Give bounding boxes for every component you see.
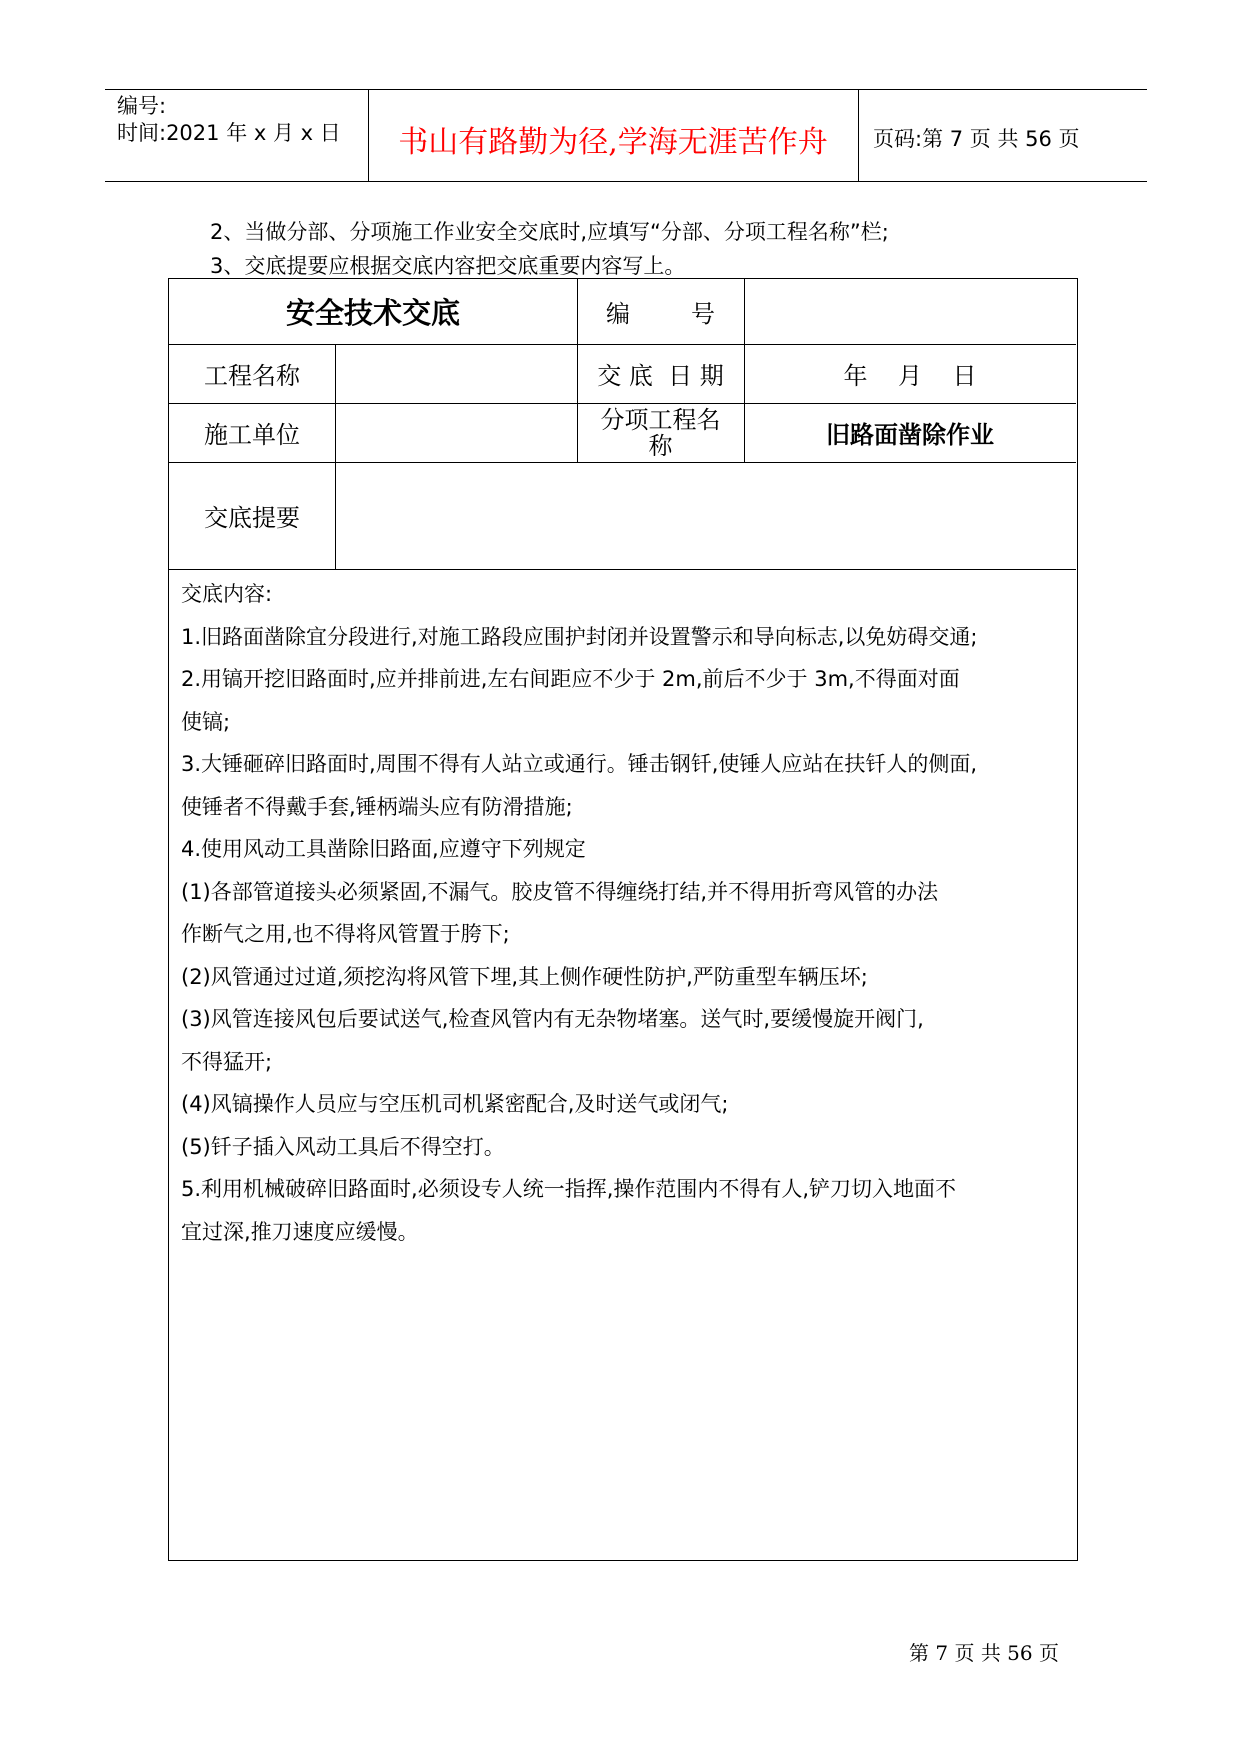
date-label: 交 底 日 期 [597,362,724,390]
content-line: 宜过深,推刀速度应缓慢。 [181,1219,419,1244]
content-line: 使锤者不得戴手套,锤柄端头应有防滑措施; [181,794,573,819]
footer-page-label: 第 7 页 共 56 页 [909,1641,1059,1665]
project-name-value [335,344,577,403]
construction-unit-value [335,403,577,462]
content-line: 交底内容: [181,582,273,606]
content-line: (2)风管通过过道,须挖沟将风管下埋,其上侧作硬性防护,严防重型车辆压坏; [181,964,868,989]
date-value: 年 月 日 [843,362,977,390]
summary-value [335,462,1076,569]
subitem-value: 旧路面凿除作业 [826,421,994,449]
number-value [744,279,1076,344]
project-name-label: 工程名称 [204,362,300,390]
content-line: 不得猛开; [181,1049,273,1074]
construction-unit-label: 施工单位 [204,421,300,449]
content-line: (3)风管连接风包后要试送气,检查风管内有无杂物堵塞。送气时,要缓慢旋开阀门, [181,1007,924,1031]
briefing-content [169,569,1076,1559]
form-title: 安全技术交底 [285,296,460,330]
summary-label: 交底提要 [204,504,300,532]
content-line: 使镐; [181,709,231,734]
subitem-label: 分项工程名称 [600,405,721,460]
content-line: 作断气之用,也不得将风管置于胯下; [181,922,510,946]
header-divider-right [858,89,859,182]
header-divider-left [368,89,369,182]
motto: 书山有路勤为径,学海无涯苦作舟 [398,125,828,160]
content-line: 5.利用机械破碎旧路面时,必须设专人统一指挥,操作范围内不得有人,铲刀切入地面不 [181,1177,957,1201]
content-line: 4.使用风动工具凿除旧路面,应遵守下列规定 [181,837,586,861]
content-line: 1.旧路面凿除宜分段进行,对施工路段应围护封闭并设置警示和导向标志,以免妨碍交通; [181,624,978,649]
note-2: 2、当做分部、分项施工作业安全交底时,应填写“分部、分项工程名称”栏; [210,220,889,244]
header-bottom-rule [105,181,1147,182]
content-line: (5)钎子插入风动工具后不得空打。 [181,1134,505,1159]
header-top-rule [105,89,1147,90]
header-page-label: 页码:第 7 页 共 56 页 [873,127,1080,151]
content-line: 3.大锤砸碎旧路面时,周围不得有人站立或通行。锤击钢钎,使锤人应站在扶钎人的侧面, [181,752,978,776]
content-line: (1)各部管道接头必须紧固,不漏气。胶皮管不得缠绕打结,并不得用折弯风管的办法 [181,879,939,904]
note-3: 3、交底提要应根据交底内容把交底重要内容写上。 [210,254,686,278]
content-line: 2.用镐开挖旧路面时,应并排前进,左右间距应不少于 2m,前后不少于 3m,不得面对面 [181,667,960,691]
content-line: (4)风镐操作人员应与空压机司机紧密配合,及时送气或闭气; [181,1092,729,1116]
number-label: 编 号 [605,300,716,328]
time-label: 时间:2021 年 x 月 x 日 [117,121,341,145]
safety-briefing-form [168,278,1078,1561]
doc-number-label: 编号: [117,94,167,118]
